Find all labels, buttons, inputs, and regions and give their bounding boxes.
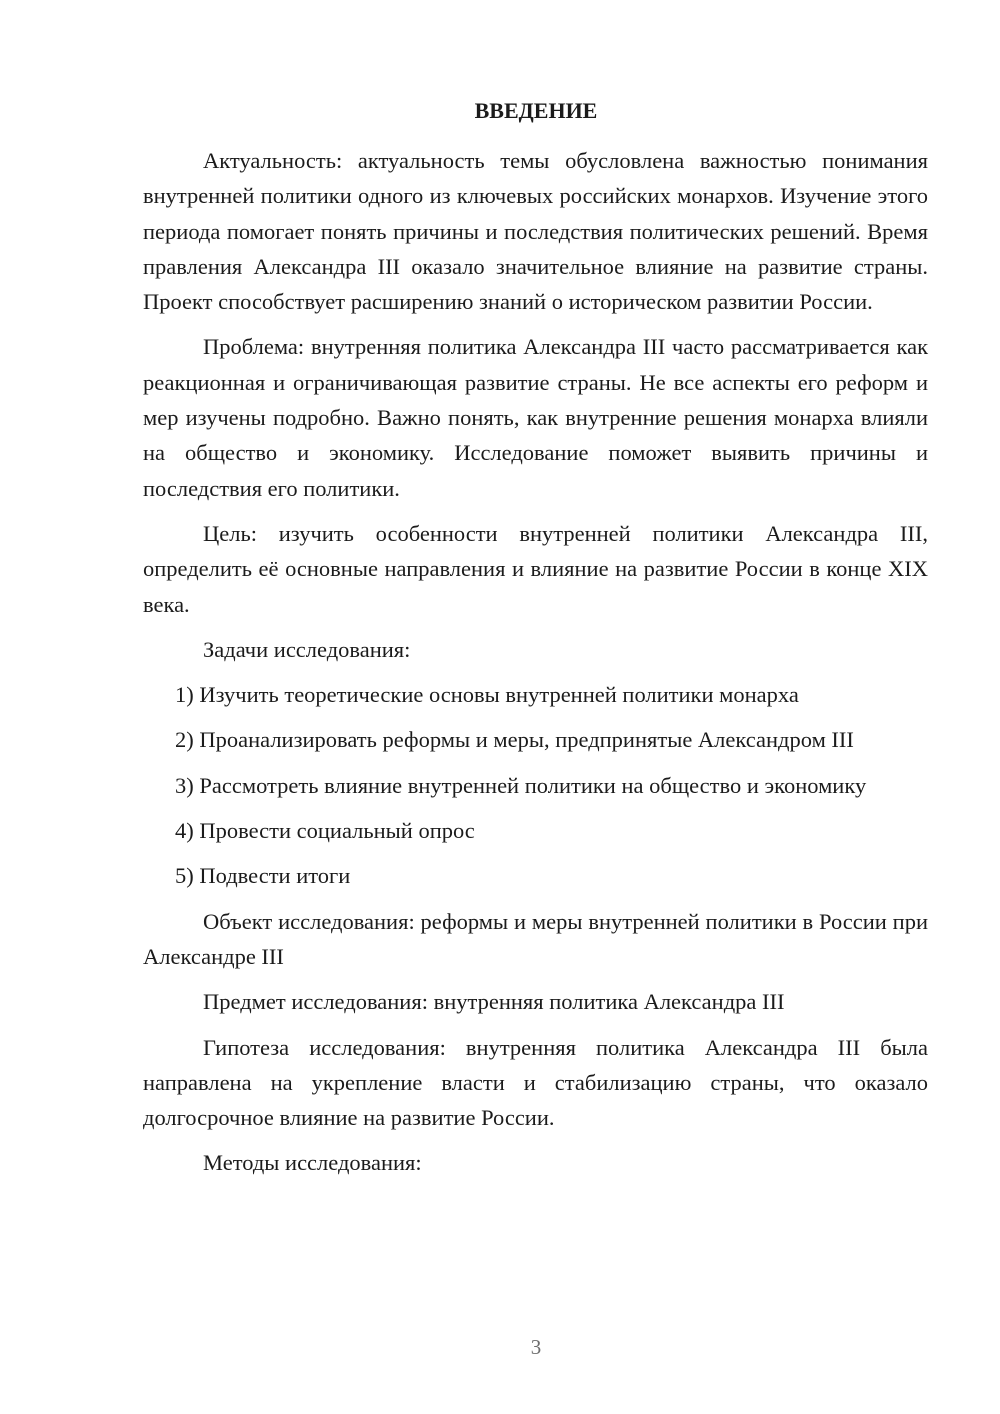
- task-item: 1) Изучить теоретические основы внутренней политики монарха: [175, 682, 799, 708]
- task-item: 2) Проанализировать реформы и меры, предпринятые Александром III: [175, 727, 854, 753]
- document-body: [143, 143, 928, 1191]
- section-title: ВВЕДЕНИЕ: [474, 98, 598, 123]
- page-number: 3: [530, 1335, 542, 1359]
- goal-paragraph: Цель: изучить особенности внутренней политики Александра III, определить её основные направления и влияние на развитие России в конце XIX века.: [143, 520, 928, 617]
- hypothesis-paragraph: Гипотеза исследования: внутренняя политика Александра III была направлена на укрепление власти и стабилизацию страны, что оказало долгосрочное влияние на развитие России.: [143, 1034, 928, 1131]
- problem-paragraph: Проблема: внутренняя политика Александра III часто рассматривается как реакционная и ограничивающая развитие страны. Не все аспекты его реформ и мер изучены подробно. Важно понять, как внутренние решения монарха влияли на общество и экономику. Исследование поможет выявить причины и последствия его политики.: [143, 334, 928, 501]
- task-item: 4) Провести социальный опрос: [175, 818, 475, 844]
- methods-heading: Методы исследования:: [203, 1150, 422, 1176]
- tasks-heading: Задачи исследования:: [203, 636, 411, 662]
- subject-paragraph: Предмет исследования: внутренняя политика Александра III: [203, 989, 785, 1015]
- object-paragraph: Объект исследования: реформы и меры внутренней политики в России при Александре III: [143, 908, 928, 969]
- relevance-paragraph: Актуальность: актуальность темы обусловлена важностью понимания внутренней политики одного из ключевых российских монархов. Изучение этого периода помогает понять причины и последствия политических решений. Время правления Александра III оказало значительное влияние на развитие страны. Проект способствует расширению знаний о историческом развитии России.: [143, 148, 928, 315]
- task-item: 5) Подвести итоги: [175, 863, 351, 889]
- task-item: 3) Рассмотреть влияние внутренней политики на общество и экономику: [175, 772, 867, 798]
